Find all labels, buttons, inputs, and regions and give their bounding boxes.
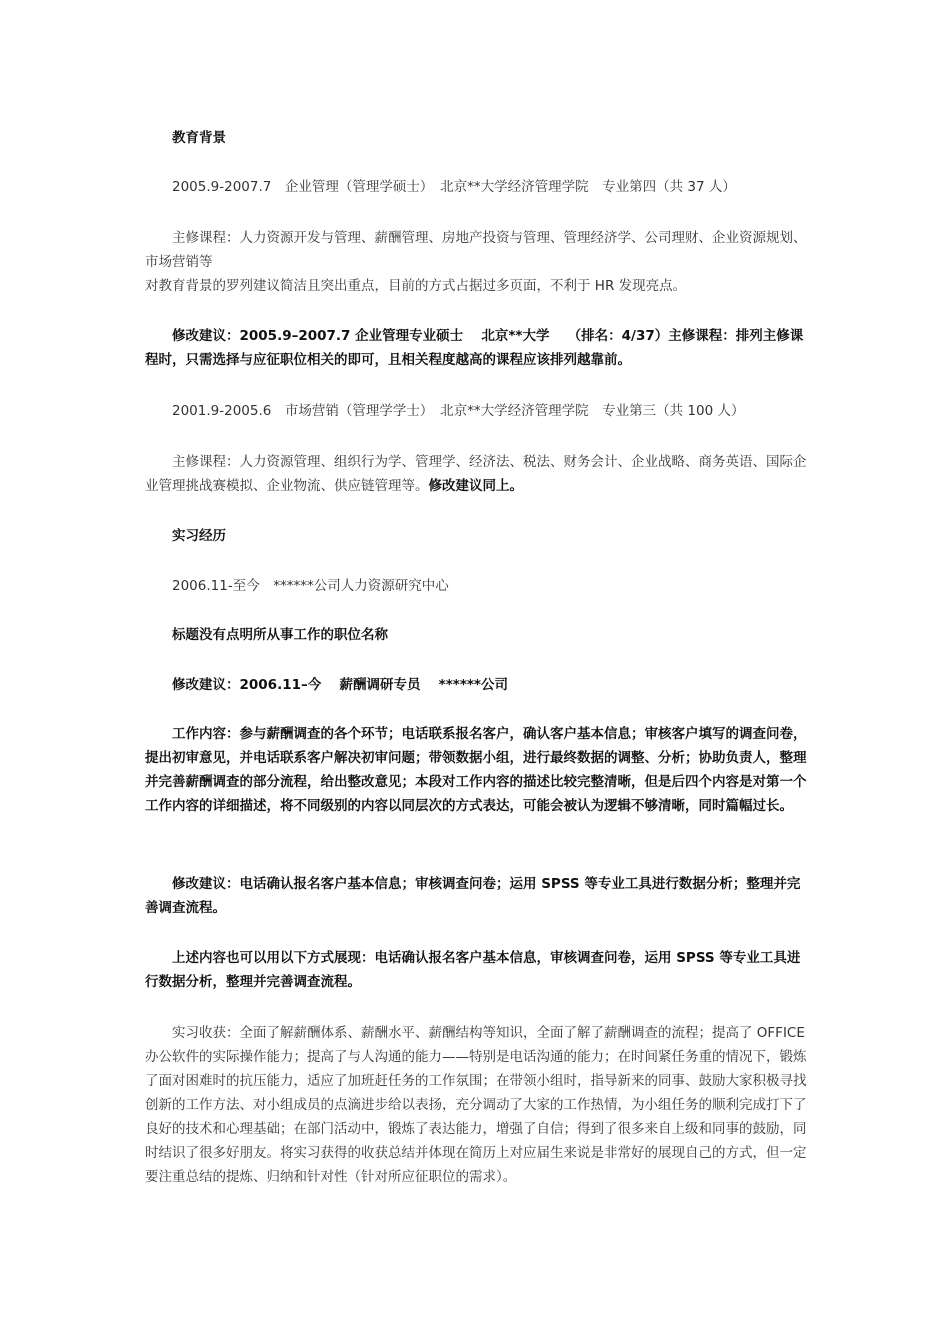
internship-note: 标题没有点明所从事工作的职位名称 [172, 627, 388, 643]
internship-heading: 实习经历 [172, 528, 226, 544]
internship-work-content: 工作内容：参与薪酬调查的各个环节；电话联系报名客户，确认客户基本信息；审核客户填写的调查问卷，提出初审意见，并电话联系客户解决初审问题；带领数据小组，进行最终数据的调整、分析；协助负责人，整理并完善薪酬调查的部分流程，给出整改意见；本段对工作内容的描述比较完整清晰，但是后四个内容是对第一个工作内容的详细描述，将不同级别的内容以同层次的方式表达，可能会被认为逻辑不够清晰，同时篇幅过长。 [145, 726, 807, 814]
education-courses-2-suggestion: 修改建议同上。 [428, 478, 523, 494]
internship-entry: 2006.11-至今 ******公司人力资源研究中心 [172, 578, 449, 594]
education-courses-2-text: 主修课程：人力资源管理、组织行为学、管理学、经济法、税法、财务会计、企业战略、商务英语、国际企业管理挑战赛模拟、企业物流、供应链管理等。 [145, 454, 807, 494]
internship-suggestion-title: 修改建议：2006.11–今 薪酬调研专员 ******公司 [172, 677, 508, 693]
education-entry-1: 2005.9-2007.7 企业管理（管理学硕士） 北京**大学经济管理学院 专业第四（共 37 人） [172, 179, 736, 195]
internship-alternative: 上述内容也可以用以下方式展现：电话确认报名客户基本信息，审核调查问卷，运用 SPSS 等专业工具进行数据分析，整理并完善调查流程。 [145, 950, 801, 990]
education-courses-2 [145, 450, 810, 498]
education-suggestion-1: 修改建议：2005.9–2007.7 企业管理专业硕士 北京**大学 （排名：4/37）主修课程：排列主修课程时，只需选择与应征职位相关的即可，且相关程度越高的课程应该排列越靠前。 [145, 328, 804, 368]
education-entry-2: 2001.9-2005.6 市场营销（管理学学士） 北京**大学经济管理学院 专业第三（共 100 人） [172, 403, 745, 419]
internship-gains: 实习收获：全面了解薪酬体系、薪酬水平、薪酬结构等知识，全面了解了薪酬调查的流程；提高了 OFFICE 办公软件的实际操作能力；提高了与人沟通的能力——特别是电话沟通的能力；在时间紧任务重的情况下，锻炼了面对困难时的抗压能力，适应了加班赶任务的工作氛围；在带领小组时，指导新来的同事、鼓励大家积极寻找创新的工作方法、对小组成员的点滴进步给以表扬，充分调动了大家的工作热情，为小组任务的顺利完成打下了良好的技术和心理基础；在部门活动中，锻炼了表达能力，增强了自信；得到了很多来自上级和同事的鼓励，同时结识了很多好朋友。将实习获得的收获总结并体现在简历上对应届生来说是非常好的展现自己的方式，但一定要注重总结的提炼、归纳和针对性（针对所应征职位的需求）。 [145, 1025, 807, 1185]
education-heading: 教育背景 [172, 130, 226, 146]
education-note-1: 对教育背景的罗列建议简洁且突出重点，目前的方式占据过多页面，不利于 HR 发现亮点。 [145, 278, 687, 294]
internship-suggestion-work: 修改建议：电话确认报名客户基本信息；审核调查问卷；运用 SPSS 等专业工具进行数据分析；整理并完善调查流程。 [145, 876, 801, 916]
education-courses-1: 主修课程：人力资源开发与管理、薪酬管理、房地产投资与管理、管理经济学、公司理财、企业资源规划、市场营销等 [145, 230, 807, 270]
